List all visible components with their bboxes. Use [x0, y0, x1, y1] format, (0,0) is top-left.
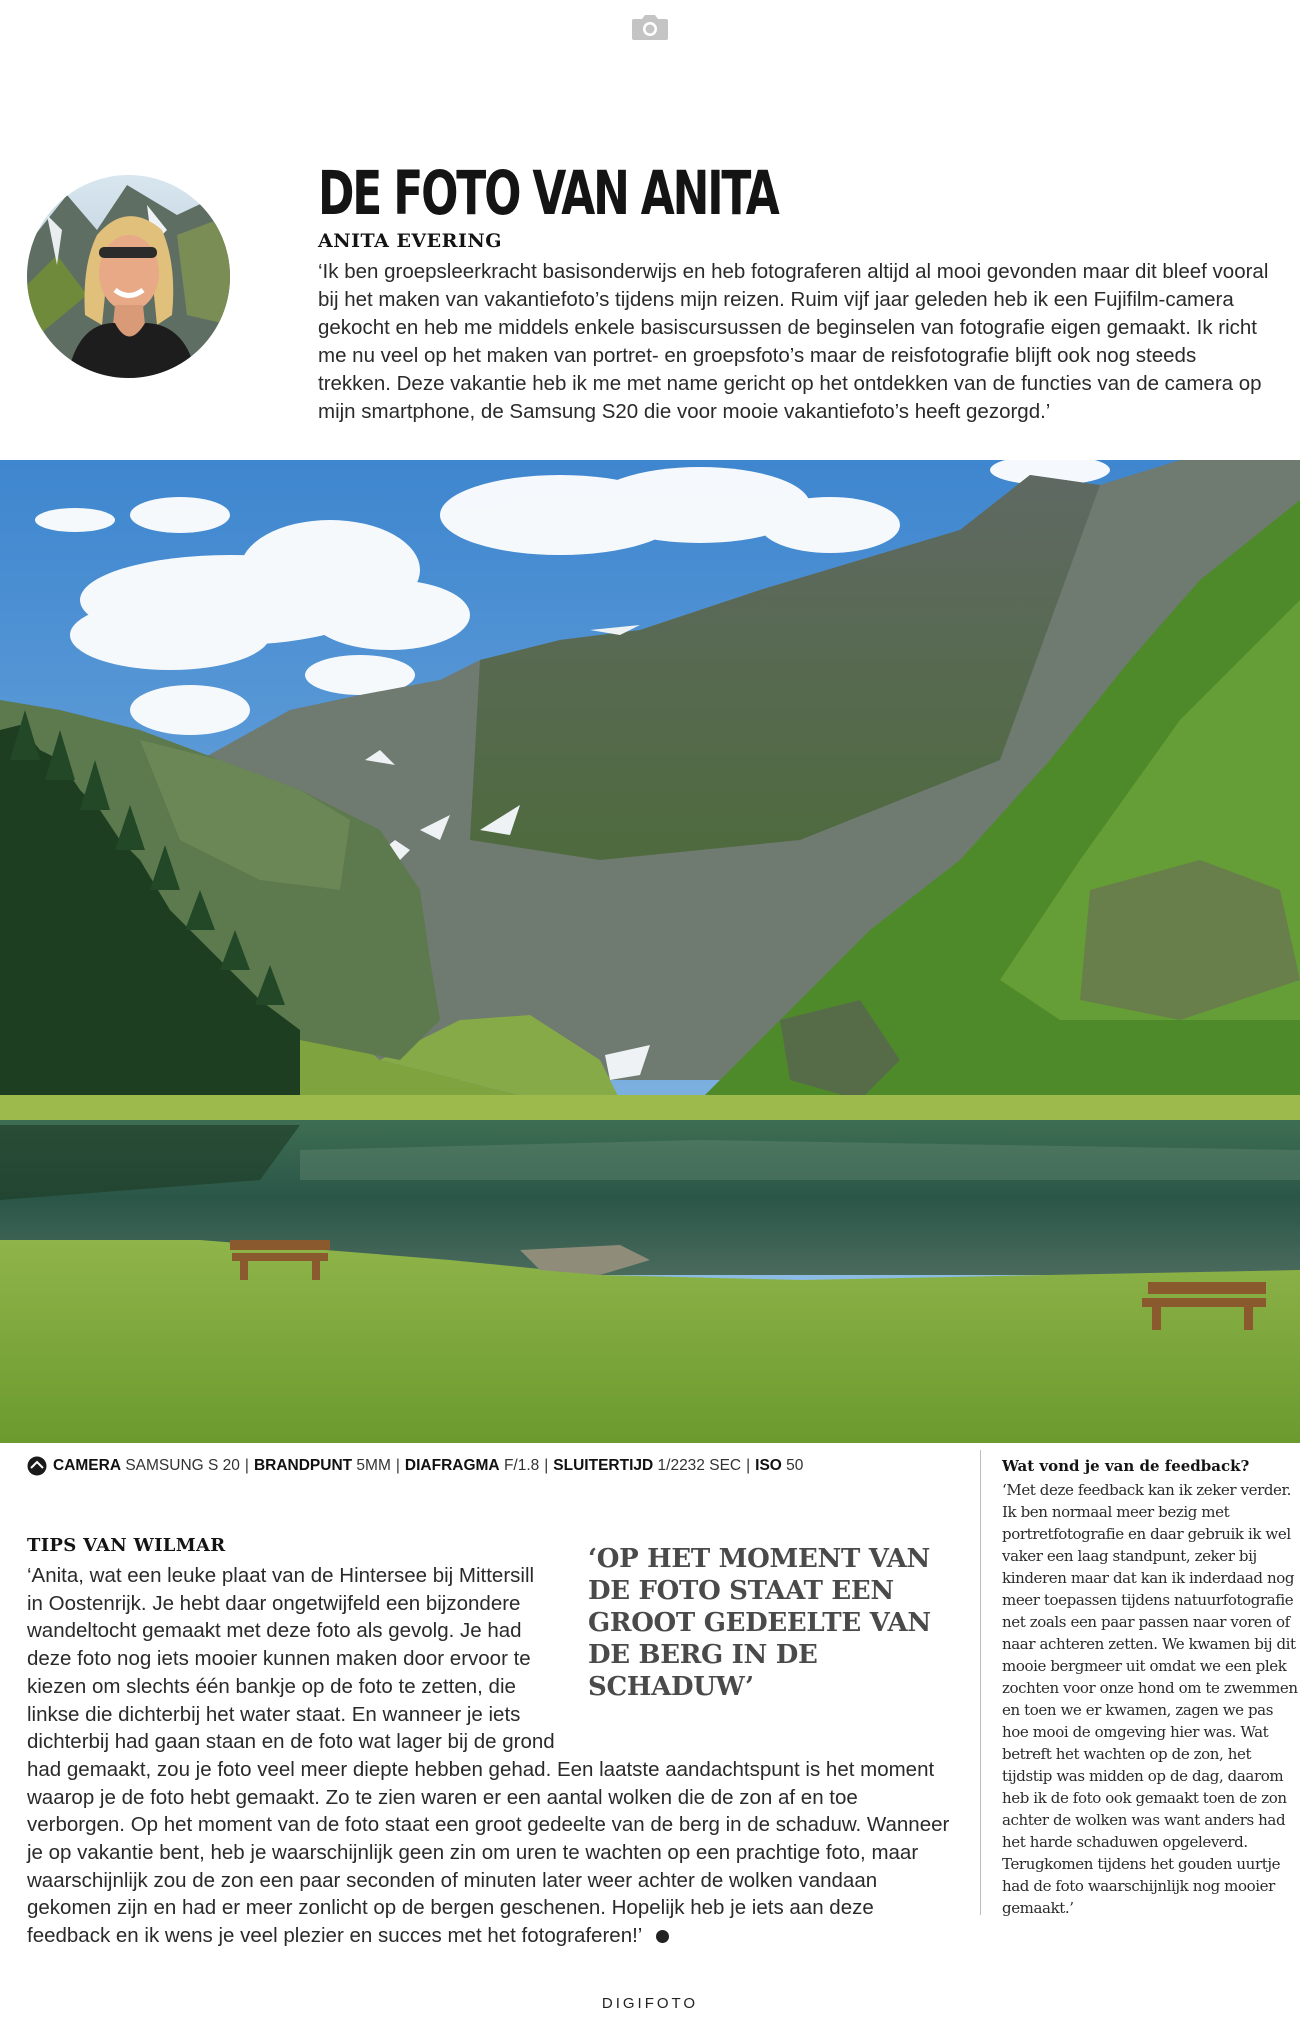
exif-shutter-label: SLUITERTIJD	[553, 1457, 654, 1474]
pull-quote: ‘OP HET MOMENT VAN DE FOTO STAAT EEN GROOT GEDEELTE VAN DE BERG IN DE SCHADUW’	[588, 1544, 931, 1702]
end-mark-icon	[656, 1930, 669, 1943]
page-title: DE FOTO VAN ANITA	[318, 158, 778, 229]
exif-camera-label: CAMERA	[53, 1457, 122, 1474]
footer-brand: DIGIFOTO	[601, 1995, 699, 2012]
exif-separator: |	[395, 1457, 400, 1474]
exif-focal-value: 5MM	[356, 1457, 391, 1474]
feedback-heading: Wat vond je van de feedback?	[1002, 1457, 1250, 1475]
exif-aperture-label: DIAFRAGMA	[404, 1457, 500, 1474]
exif-iso-value: 50	[786, 1457, 804, 1474]
author-portrait	[27, 175, 230, 378]
column-divider	[980, 1450, 981, 1915]
landscape-photo	[0, 460, 1300, 1443]
feedback-text: ‘Met deze feedback kan ik zeker verder. Ik ben normaal meer bezig met portretfotografie en daar gebruik ik wel vaker een laag standpunt, zeker bij kinderen maar dat kan ik inderdaad nog meer toepassen tijdens natuurfotografie net zoals een paar passen naar voren of naar achteren zetten. We kwamen bij dit mooie bergmeer uit omdat we een plek zochten voor onze hond om te zwemmen en toen we er kwamen, zagen we pas hoe mooi de omgeving hier was. Wat betreft het wachten op de zon, het tijdstip was midden op de dag, daarom heb ik de foto ook gemaakt toen de zon achter de wolken was want anders had het harde schaduwen opgeleverd. Terugkomen tijdens het gouden uurtje had de foto waarschijnlijk nog mooier gemaakt.’	[1002, 1481, 1298, 1917]
exif-separator: |	[244, 1457, 249, 1474]
exif-info	[27, 1456, 803, 1476]
exif-aperture-value: F/1.8	[503, 1457, 540, 1474]
exif-shutter-value: 1/2232 SEC	[657, 1457, 742, 1474]
exif-camera-value: SAMSUNG S 20	[125, 1457, 240, 1474]
exif-focal-label: BRANDPUNT	[253, 1457, 353, 1474]
exif-separator: |	[746, 1457, 751, 1474]
tips-text: ‘Anita, wat een leuke plaat van de Hintersee bij Mittersill in Oostenrijk. Je hebt daar ongetwijfeld een bijzondere wandeltocht gemaakt met deze foto als gevolg. Je had deze foto nog iets mooier kunnen maken door ervoor te kiezen om slechts één bankje op de foto te zetten, die linkse die dichterbij het water staat. En wanneer je iets dichterbij had gaan staan en de foto wat lager bij de grond had gemaakt, zou je foto veel meer diepte hebben gehad. Een laatste aandachtspunt is het moment waarop je de foto hebt gemaakt. Zo te zien waren er een aantal wolken die de zon af en toe verborgen. Op het moment van de foto staat een groot gedeelte van de berg in de schaduw. Wanneer je op vakantie bent, heb je waarschijnlijk geen zin om uren te wachten op een prachtige foto, maar waarschijnlijk zou de zon een paar seconden of minuten later weer achter de wolken vandaan gekomen zijn en had er meer zonlicht op de bergen geschenen. Hopelijk heb je iets aan deze feedback en ik wens je veel plezier en succes met het fotograferen!’	[27, 1564, 950, 1948]
tips-heading: TIPS VAN WILMAR	[27, 1535, 226, 1556]
lens-icon	[27, 1456, 47, 1476]
exif-iso-label: ISO	[755, 1457, 782, 1474]
author-name: ANITA EVERING	[318, 230, 502, 252]
intro-text: ‘Ik ben groepsleerkracht basisonderwijs en heb fotograferen altijd al mooi gevonden maar dit bleef vooral bij het maken van vakantiefoto’s tijdens mijn reizen. Ruim vijf jaar geleden heb ik een Fujifilm-camera gekocht en heb me middels enkele basiscursussen de beginselen van fotografie eigen gemaakt. Ik richt me nu veel op het maken van portret- en groepsfoto’s maar de reisfotografie blijft ook nog steeds trekken. Deze vakantie heb ik me met name gericht op het ontdekken van de functies van de camera op mijn smartphone, de Samsung S20 die voor mooie vakantiefoto’s heeft gezorgd.’	[318, 260, 1269, 423]
exif-separator: |	[544, 1457, 549, 1474]
camera-icon	[630, 12, 670, 42]
